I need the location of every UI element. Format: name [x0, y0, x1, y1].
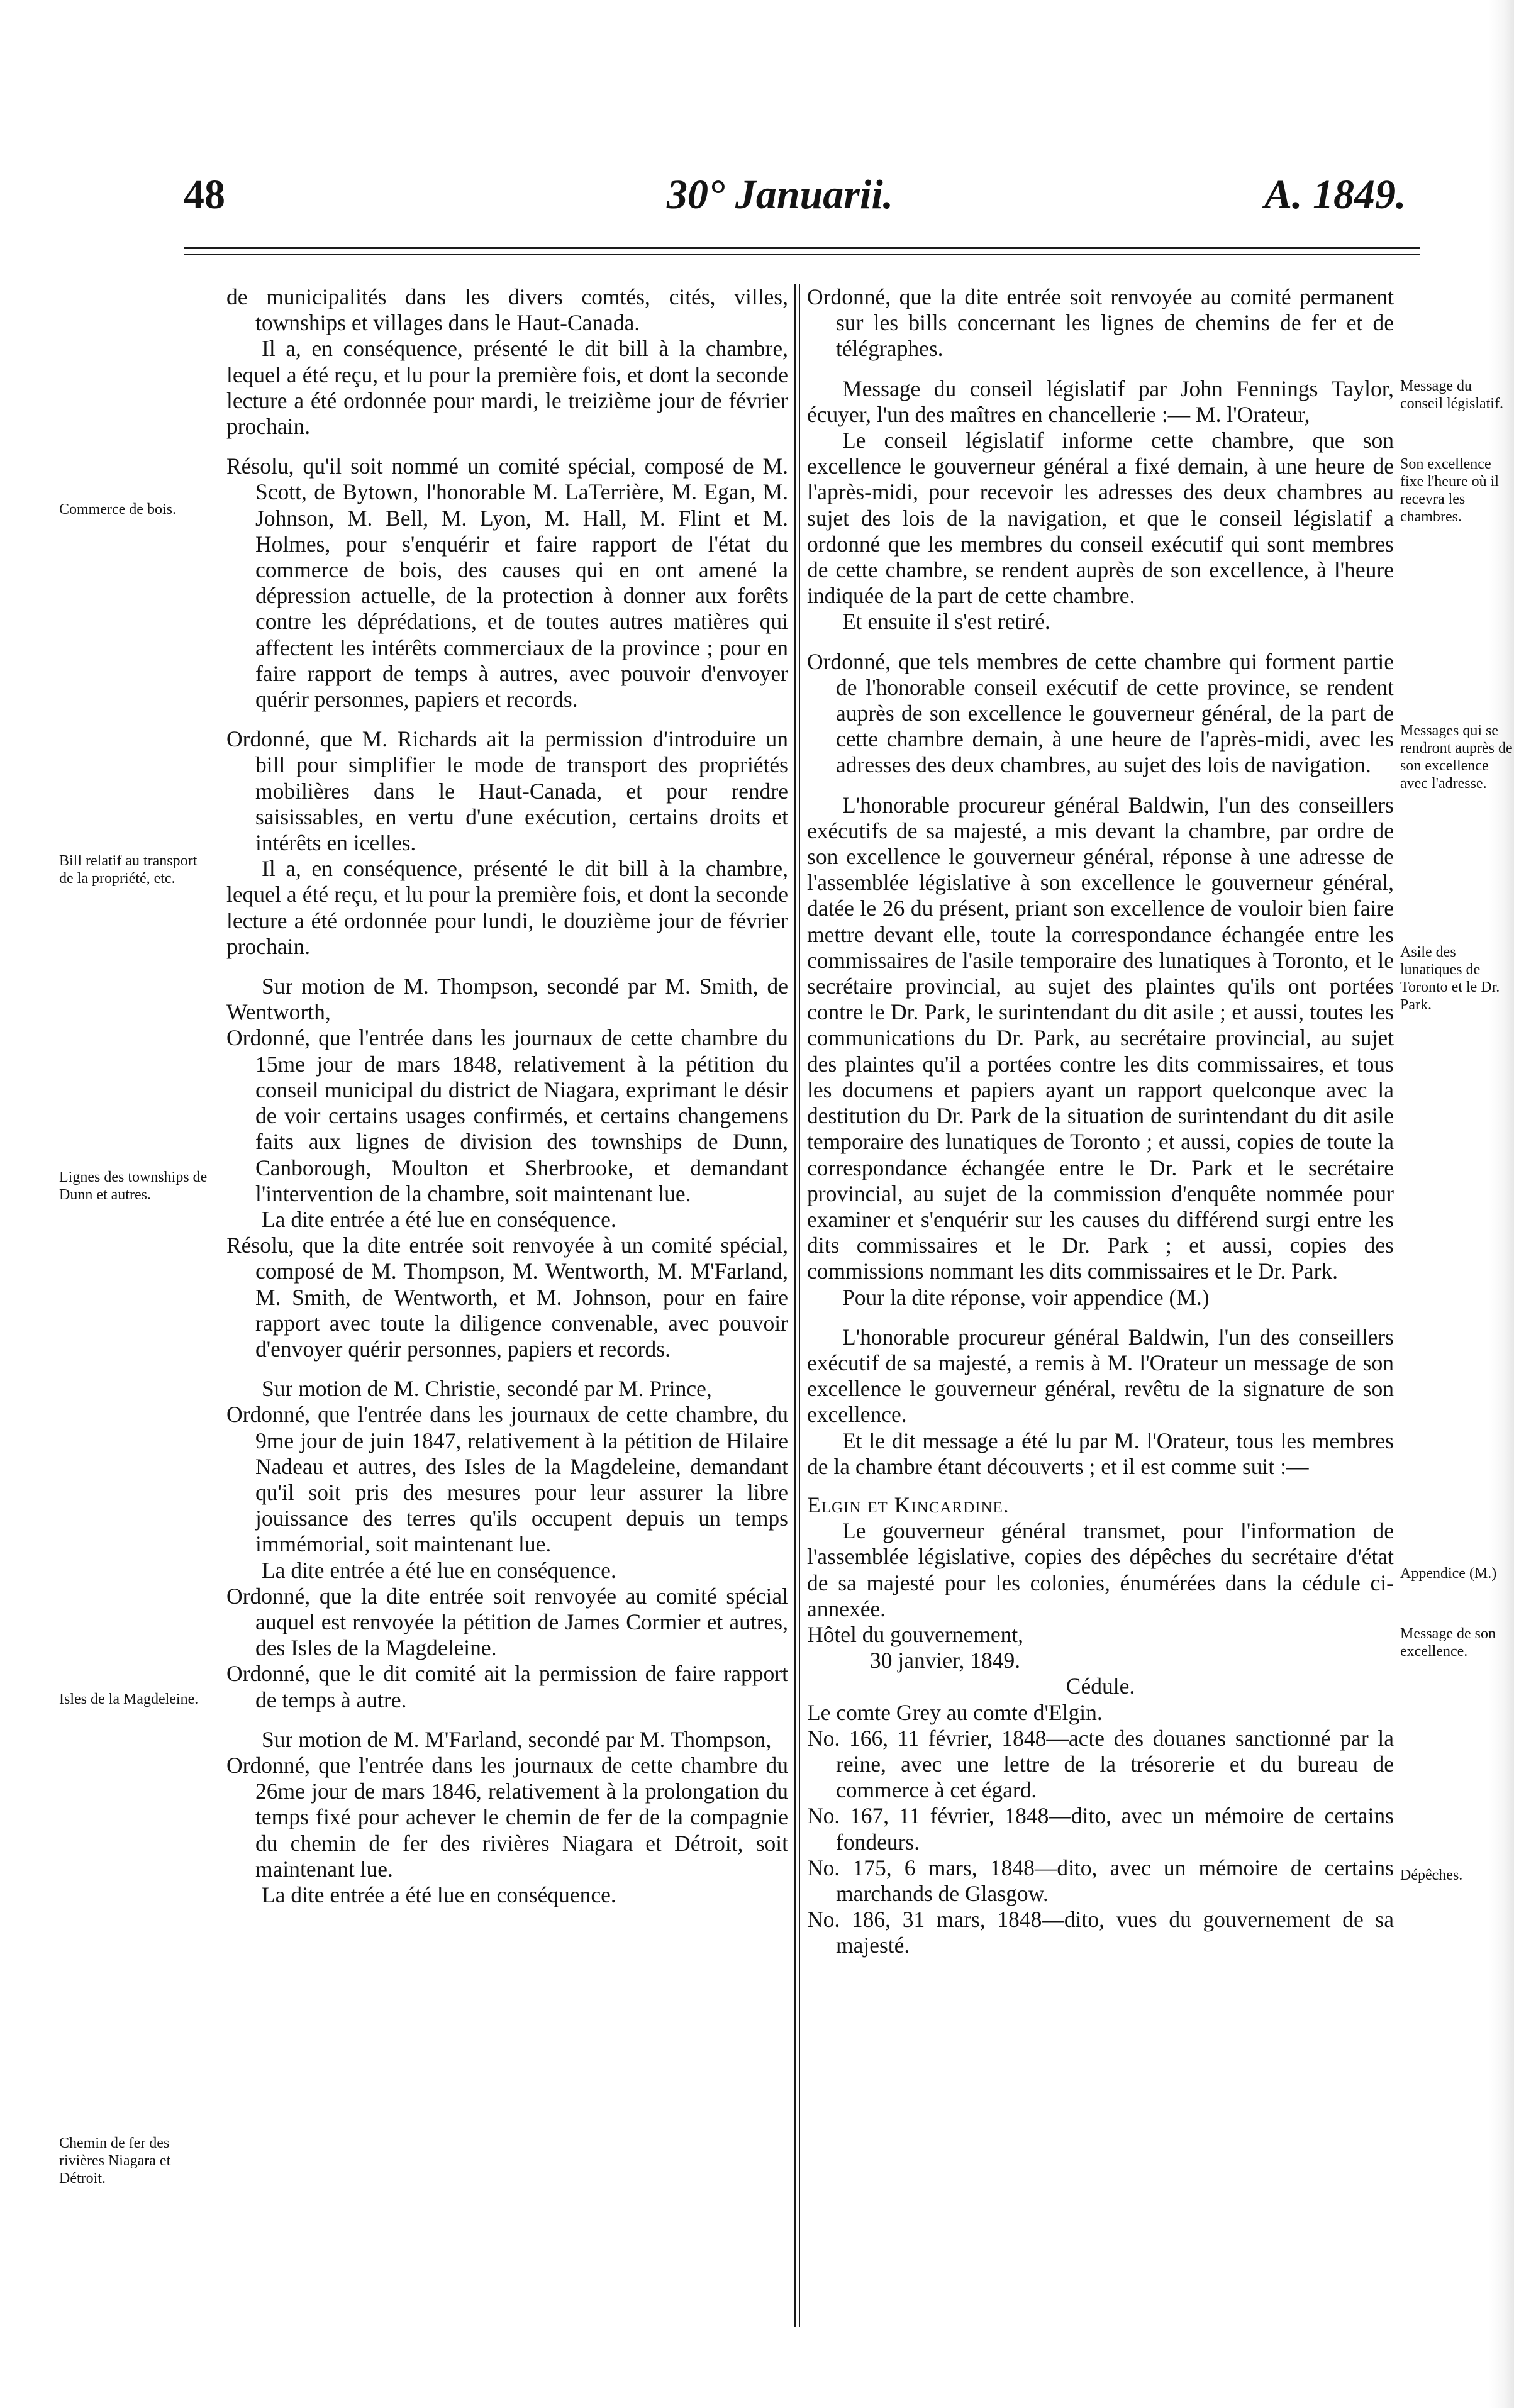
- paragraph-bill-presente-2: Il a, en conséquence, présenté le dit bill à la chambre, lequel a été reçu, et lu pour la première fois, et dont la seconde lecture a été ordonnée pour lundi, le douzième jour de février prochain.: [226, 856, 788, 959]
- paragraph-ordonne-membres: Ordonné, que tels membres de cette chambre qui forment partie de l'honorable conseil exécutif de cette province, se rendent auprès de son excellence le gouverneur général, de la part de cette chambre demain, à une heure de l'après-midi, avec les adresses des deux chambres, au sujet des lois de navigation.: [807, 648, 1394, 778]
- margin-note-son-excellence: Son excellence fixe l'heure où il recevra les chambres.: [1400, 456, 1499, 525]
- paragraph-baldwin-reponse: L'honorable procureur général Baldwin, l'un des conseillers exécutifs de sa majesté, a mis devant la chambre, par ordre de son excellence le gouverneur général, réponse à une adresse de l'assemblée législative à son excellence le gouverneur général, datée le 26 du présent, priant son excellence de vouloir bien faire mettre devant elle, toute la correspondance échangée entre les commissaires de l'asile temporaire des lunatiques à Toronto, et le secrétaire provincial, au sujet des plaintes qu'ils ont portées contre le Dr. Park, le surintendant du dit asile ; et aussi, toutes les communications du Dr. Park, au secrétaire provincial, au sujet des plaintes qu'il a portées contre les dits commissaires, et tous les documens et papiers ayant un rapport quelconque avec la destitution du Dr. Park de la situation de surintendant du dit asile temporaire des lunatiques de Toronto ; et aussi, copies de toute la correspondance échangée entre le Dr. Park et le secrétaire provincial, au sujet de la commission d'enquête nommée pour examiner et s'enquérir sur les causes du différend surgi entre les dits commissaires et le Dr. Park ; et aussi, copies des commissions nommant les dits commissaires et le Dr. Park.: [807, 792, 1394, 1284]
- paragraph-ordonne-magdeleine: Ordonné, que l'entrée dans les journaux de cette chambre, du 9me jour de juin 1847, relativement à la pétition de Hilaire Nadeau et autres, des Isles de la Magdeleine, demandant qu'il soit pris des mesures pour leur assurer la libre jouissance des terres qu'ils occupent depuis un temps immémorial, soit maintenant lue.: [226, 1402, 788, 1557]
- margin-note-bill-transport: Bill relatif au transport de la propriété, etc.: [59, 853, 198, 887]
- paragraph-gouverneur-transmet: Le gouverneur général transmet, pour l'information de l'assemblée législative, copies des dépêches du secrétaire d'état de sa majesté pour les colonies, énumérées dans la cédule ci-annexée.: [807, 1518, 1394, 1621]
- column-divider-secondary: [799, 284, 800, 2327]
- margin-note-lignes-townships: Lignes des townships de Dunn et autres.: [59, 1169, 208, 1203]
- paragraph-message-lu: Et le dit message a été lu par M. l'Orateur, tous les membres de la chambre étant découverts ; et il est comme suit :—: [807, 1428, 1394, 1479]
- paragraph-ordonne-comite-permanent: Ordonné, que la dite entrée soit renvoyée au comité permanent sur les bills concernant les lignes de chemins de fer et de télégraphes.: [807, 284, 1394, 362]
- margin-note-message-conseil: Message du conseil législatif.: [1400, 378, 1503, 412]
- paragraph-entree-lue-1: La dite entrée a été lue en conséquence.: [262, 1206, 616, 1232]
- paragraph-motion-mfarland: Sur motion de M. M'Farland, secondé par M. Thompson,: [262, 1726, 772, 1752]
- paragraph-ordonne-chemin-de-fer: Ordonné, que l'entrée dans les journaux de cette chambre du 26me jour de mars 1846, relativement à la prolongation du temps fixé pour achever le chemin de fer de la compagnie du chemin de fer des rivières Niagara et Détroit, soit maintenant lue.: [226, 1752, 788, 1882]
- cedule-intro: Le comte Grey au comte d'Elgin.: [807, 1699, 1103, 1725]
- signature-elgin-kincardine: Elgin et Kincardine.: [807, 1492, 1010, 1517]
- margin-note-chemin-de-fer: Chemin de fer des rivières Niagara et Détroit.: [59, 2135, 171, 2187]
- paragraph-retire: Et ensuite il s'est retiré.: [842, 609, 1050, 635]
- page-header: [0, 165, 1514, 225]
- paragraph-conseil-informe: Le conseil législatif informe cette chambre, que son excellence le gouverneur général a fixé demain, à une heure de l'après-midi, pour recevoir les adresses des deux chambres au sujet des lois de la navigation, et que le conseil législatif a ordonné que les membres du conseil exécutif qui sont membres de cette chambre, se rendent auprès de son excellence, à l'heure indiquée de la part de cette chambre.: [807, 428, 1394, 609]
- cedule-heading: Cédule.: [1066, 1673, 1135, 1699]
- date-line: 30 janvier, 1849.: [870, 1648, 1021, 1673]
- page-number: 48: [184, 172, 225, 218]
- cedule-item-167: No. 167, 11 février, 1848—dito, avec un mémoire de certains fondeurs.: [807, 1803, 1394, 1855]
- cedule-item-166: No. 166, 11 février, 1848—acte des douanes sanctionné par la reine, avec une lettre de la trésorerie et du bureau de commerce à cet égard.: [807, 1725, 1394, 1803]
- cedule-item-175: No. 175, 6 mars, 1848—dito, avec un mémoire de certains marchands de Glasgow.: [807, 1855, 1394, 1906]
- paragraph-ordonne-cormier: Ordonné, que la dite entrée soit renvoyée au comité spécial auquel est renvoyée la pétition de James Cormier et autres, des Isles de la Magdeleine.: [226, 1583, 788, 1661]
- paragraph-entree-lue-2: La dite entrée a été lue en conséquence.: [262, 1557, 616, 1583]
- margin-note-depeches: Dépêches.: [1400, 1867, 1463, 1884]
- margin-note-isles-magdeleine: Isles de la Magdeleine.: [59, 1691, 199, 1707]
- margin-note-message-excellence: Message de son excellence.: [1400, 1626, 1496, 1660]
- paragraph-baldwin-message: L'honorable procureur général Baldwin, l'un des conseillers exécutif de sa majesté, a remis à M. l'Orateur un message de son excellence le gouverneur général, revêtu de la signature de son excellence.: [807, 1324, 1394, 1428]
- margin-note-asile-lunatiques: Asile des lunatiques de Toronto et le Dr. Park.: [1400, 944, 1500, 1013]
- paragraph-municipalites: de municipalités dans les divers comtés, cités, villes, townships et villages dans le Haut-Canada.: [226, 284, 788, 336]
- paragraph-resolu-commerce-bois: Résolu, qu'il soit nommé un comité spécial, composé de M. Scott, de Bytown, l'honorable M. LaTerrière, M. Egan, M. Johnson, M. Bell, M. Lyon, M. Hall, M. Flint et M. Holmes, pour s'enquérir et faire rapport de l'état du commerce de bois, des causes qui en ont amené la dépression actuelle, de la protection à donner aux forêts contre les déprédations, et de toutes autres matières qui affectent les intérêts commerciaux de la province ; pour en faire rapport de temps à autres, avec pouvoir d'envoyer quérir personnes, papiers et records.: [226, 453, 788, 713]
- paragraph-bill-presente-1: Il a, en conséquence, présenté le dit bill à la chambre, lequel a été reçu, et lu pour la première fois, et dont la seconde lecture a été ordonnée pour mardi, le treizième jour de février prochain.: [226, 336, 788, 440]
- paragraph-ordonne-rapport: Ordonné, que le dit comité ait la permission de faire rapport de temps à autre.: [226, 1661, 788, 1712]
- page-year: A. 1849.: [1264, 172, 1406, 218]
- page-date: 30° Januarii.: [667, 172, 894, 218]
- paragraph-motion-thompson: Sur motion de M. Thompson, secondé par M. Smith, de Wentworth,: [226, 974, 788, 1025]
- margin-note-messages-adresse: Messages qui se rendront auprès de son excellence avec l'adresse.: [1400, 723, 1513, 792]
- paragraph-resolu-comite-special: Résolu, que la dite entrée soit renvoyée à un comité spécial, composé de M. Thompson, M. Wentworth, M. M'Farland, M. Smith, de Wentworth, et M. Johnson, pour en faire rapport avec toute la diligence convenable, avec pouvoir d'envoyer quérir personnes, papiers et records.: [226, 1233, 788, 1362]
- hotel-du-gouvernement: Hôtel du gouvernement,: [807, 1621, 1024, 1647]
- margin-note-appendice: Appendice (M.): [1400, 1565, 1497, 1582]
- paragraph-voir-appendice: Pour la dite réponse, voir appendice (M.): [842, 1284, 1210, 1310]
- margin-note-commerce-bois: Commerce de bois.: [59, 501, 176, 518]
- column-divider: [794, 284, 796, 2327]
- header-rule-thin: [184, 254, 1420, 255]
- page-edge-shading: [1489, 0, 1514, 2408]
- paragraph-ordonne-richards: Ordonné, que M. Richards ait la permission d'introduire un bill pour simplifier le mode de transport des propriétés mobilières dans le Haut-Canada, et pour rendre saisissables, en vertu d'une exécution, certains droits et intérêts en icelles.: [226, 726, 788, 856]
- cedule-item-186: No. 186, 31 mars, 1848—dito, vues du gouvernement de sa majesté.: [807, 1907, 1394, 1958]
- header-rule-thick: [184, 247, 1420, 249]
- left-column: [226, 284, 788, 1908]
- paragraph-motion-christie: Sur motion de M. Christie, secondé par M. Prince,: [262, 1376, 712, 1402]
- paragraph-ordonne-niagara: Ordonné, que l'entrée dans les journaux de cette chambre du 15me jour de mars 1848, relativement à la pétition du conseil municipal du district de Niagara, exprimant le désir de voir certains usages confirmés, et certains changemens faits aux lignes de division des townships de Dunn, Canborough, Moulton et Sherbrooke, et demandant l'intervention de la chambre, soit maintenant lue.: [226, 1025, 788, 1206]
- paragraph-message-conseil: Message du conseil législatif par John Fennings Taylor, écuyer, l'un des maîtres en chancellerie :— M. l'Orateur,: [807, 375, 1394, 427]
- right-column: [807, 284, 1394, 1959]
- paragraph-entree-lue-3: La dite entrée a été lue en conséquence.: [262, 1882, 616, 1907]
